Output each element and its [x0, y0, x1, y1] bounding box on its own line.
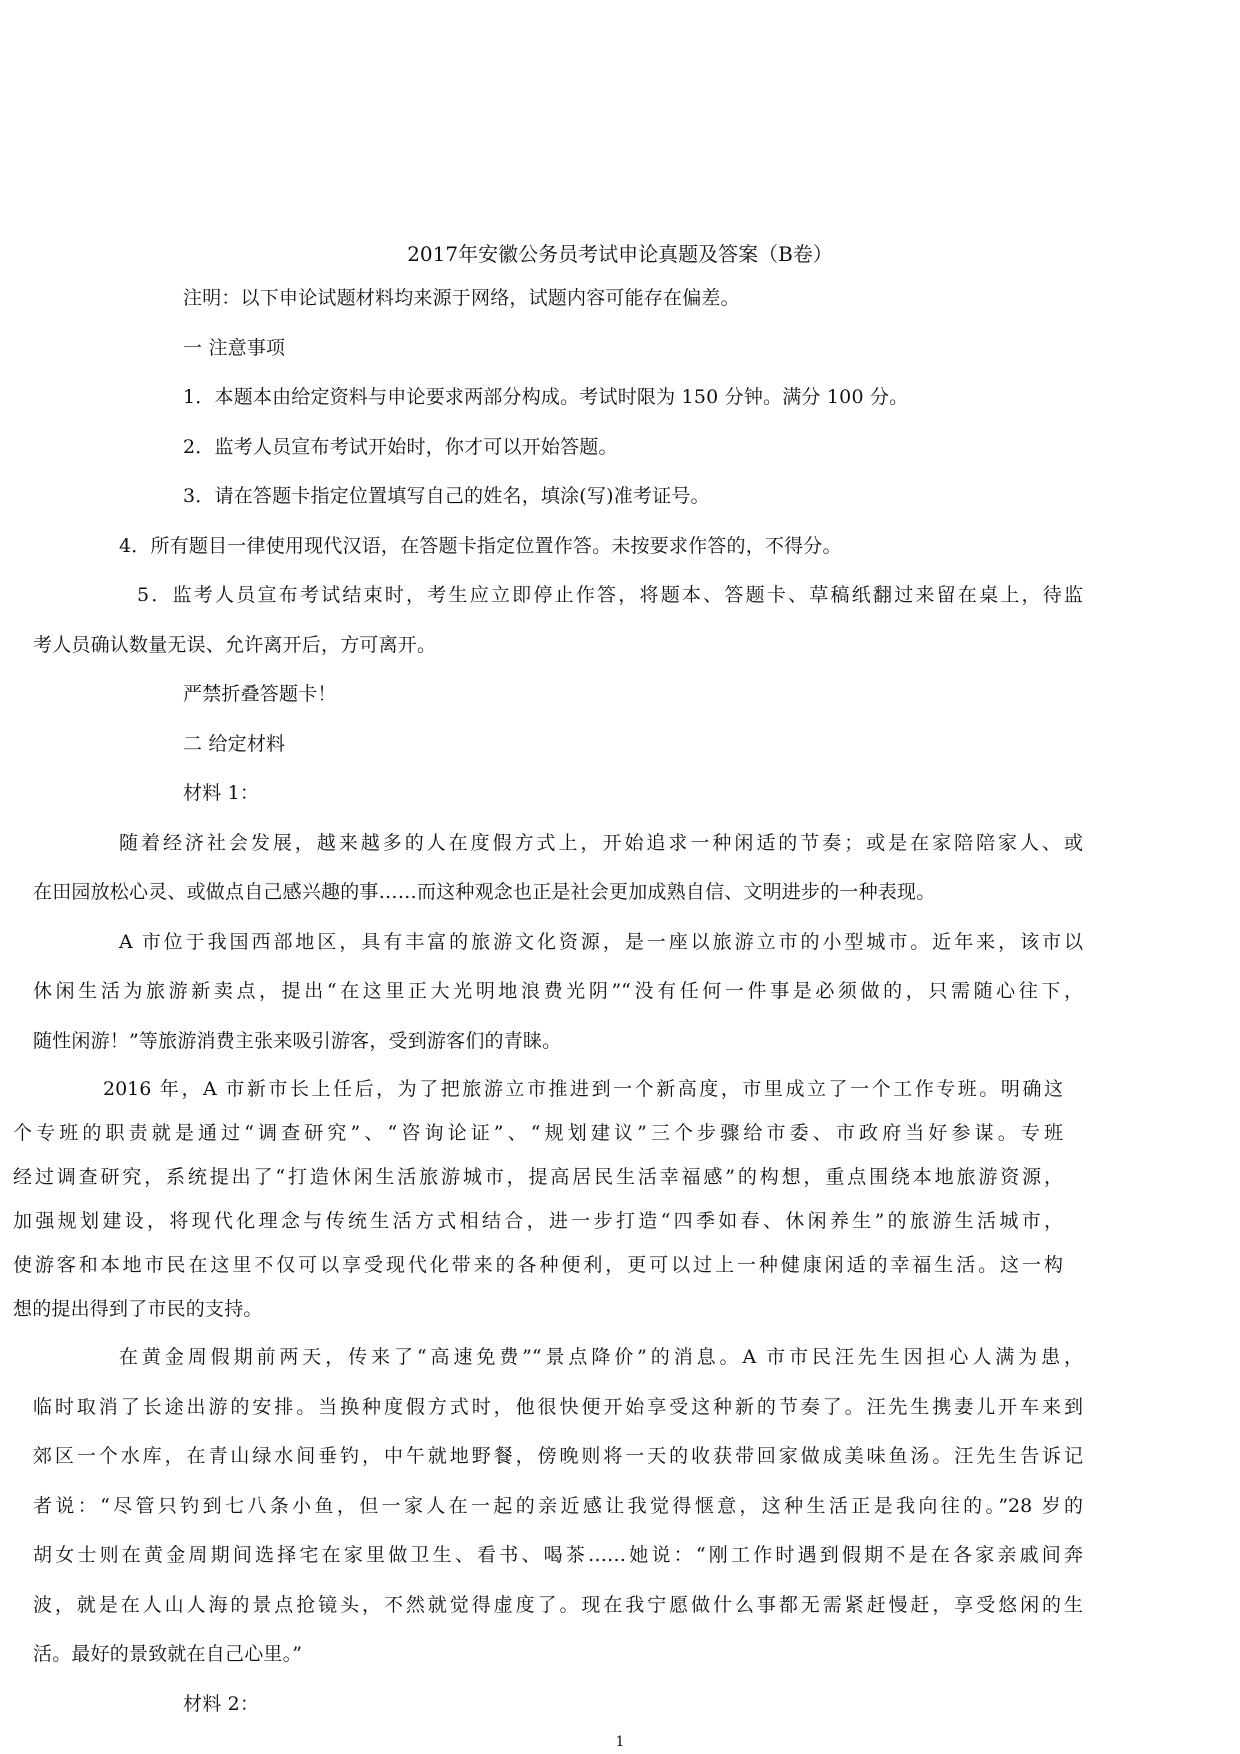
material-1-paragraph-4-line-7: 活。最好的景致就在自己心里。”	[33, 1643, 303, 1665]
page-number: 1	[615, 1734, 625, 1750]
material-1-paragraph-3-line-1: 2016 年，A 市新市长上任后，为了把旅游立市推进到一个新高度，市里成立了一个工作专班。明确这	[103, 1078, 1063, 1100]
material-1-paragraph-4-line-6: 波，就是在人山人海的景点抢镜头，不然就觉得虚度了。现在我宁愿做什么事都无需紧赶慢赶，享受悠闲的生	[33, 1594, 1083, 1616]
material-1-paragraph-2-line-3: 随性闲游！”等旅游消费主张来吸引游客，受到游客们的青睐。	[33, 1030, 562, 1052]
material-1-paragraph-4-line-3: 郊区一个水库，在青山绿水间垂钓，中午就地野餐，傍晚则将一天的收获带回家做成美味鱼汤。汪先生告诉记	[33, 1445, 1083, 1467]
warning-line: 严禁折叠答题卡！	[183, 683, 337, 705]
notice-item-1: 1．本题本由给定资料与申论要求两部分构成。考试时限为 150 分钟。满分 100 分。	[183, 386, 909, 408]
note-line: 注明：以下申论试题材料均来源于网络，试题内容可能存在偏差。	[183, 287, 740, 309]
material-1-paragraph-3-line-5: 使游客和本地市民在这里不仅可以享受现代化带来的各种便利，更可以过上一种健康闲适的幸福生活。这一构	[13, 1254, 1063, 1276]
notice-item-3: 3．请在答题卡指定位置填写自己的姓名，填涂(写)准考证号。	[183, 485, 710, 507]
material-1-paragraph-3-line-4: 加强规划建设，将现代化理念与传统生活方式相结合，进一步打造“四季如春、休闲养生”的旅游生活城市，	[13, 1210, 1063, 1232]
material-1-paragraph-3-line-3: 经过调查研究，系统提出了“打造休闲生活旅游城市，提高居民生活幸福感”的构想，重点围绕本地旅游资源，	[13, 1166, 1063, 1188]
material-1-paragraph-4-line-5: 胡女士则在黄金周期间选择宅在家里做卫生、看书、喝茶……她说：“刚工作时遇到假期不是在各家亲戚间奔	[33, 1544, 1083, 1566]
material-1-heading: 材料 1：	[183, 782, 260, 804]
notice-item-4: 4．所有题目一律使用现代汉语，在答题卡指定位置作答。未按要求作答的，不得分。	[119, 535, 842, 557]
notice-item-5-line-1: 5．监考人员宣布考试结束时，考生应立即停止作答，将题本、答题卡、草稿纸翻过来留在桌上，待监	[137, 584, 1083, 606]
document-title: 2017年安徽公务员考试申论真题及答案（B卷）	[407, 242, 833, 266]
material-1-paragraph-1-line-1: 随着经济社会发展，越来越多的人在度假方式上，开始追求一种闲适的节奏；或是在家陪陪家人、或	[119, 832, 1083, 854]
material-2-heading: 材料 2：	[183, 1693, 260, 1715]
material-1-paragraph-4-line-2: 临时取消了长途出游的安排。当换种度假方式时，他很快便开始享受这种新的节奏了。汪先生携妻儿开车来到	[33, 1396, 1083, 1418]
material-1-paragraph-4-line-1: 在黄金周假期前两天，传来了“高速免费”“景点降价”的消息。A 市市民汪先生因担心人满为患，	[119, 1346, 1083, 1368]
section-heading-materials: 二 给定材料	[183, 733, 286, 755]
notice-item-2: 2．监考人员宣布考试开始时，你才可以开始答题。	[183, 436, 618, 458]
material-1-paragraph-3-line-2: 个专班的职责就是通过“调查研究”、“咨询论证”、“规划建议”三个步骤给市委、市政府当好参谋。专班	[13, 1122, 1063, 1144]
material-1-paragraph-4-line-4: 者说：“尽管只钓到七八条小鱼，但一家人在一起的亲近感让我觉得惬意，这种生活正是我向往的。”28 岁的	[33, 1495, 1083, 1517]
notice-item-5-line-2: 考人员确认数量无误、允许离开后，方可离开。	[33, 634, 437, 656]
material-1-paragraph-2-line-2: 休闲生活为旅游新卖点，提出“在这里正大光明地浪费光阴”“没有任何一件事是必须做的，只需随心往下，	[33, 980, 1083, 1002]
material-1-paragraph-1-line-2: 在田园放松心灵、或做点自己感兴趣的事……而这种观念也正是社会更加成熟自信、文明进步的一种表现。	[33, 881, 936, 903]
section-heading-notice: 一 注意事项	[183, 337, 286, 359]
material-1-paragraph-2-line-1: A 市位于我国西部地区，具有丰富的旅游文化资源，是一座以旅游立市的小型城市。近年来，该市以	[119, 931, 1083, 953]
material-1-paragraph-3-line-6: 想的提出得到了市民的支持。	[13, 1298, 263, 1320]
